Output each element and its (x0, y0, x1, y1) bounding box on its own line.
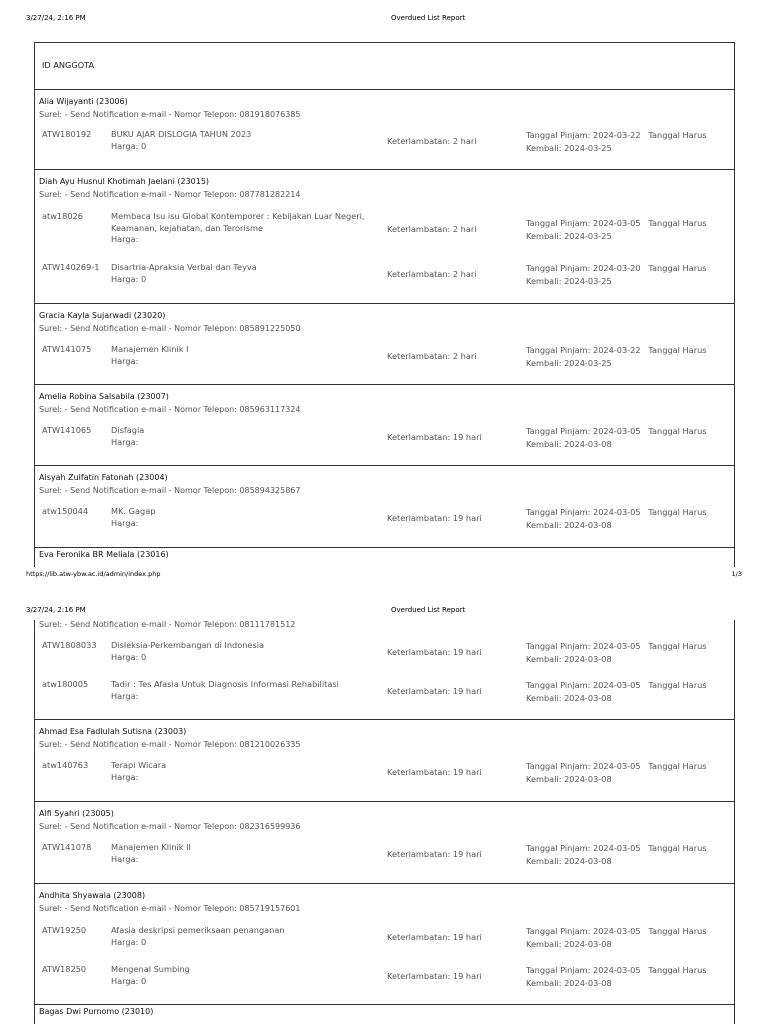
print-date: 3/27/24, 2:16 PM (26, 14, 86, 22)
item-code: atw180005 (42, 679, 89, 689)
due-date: Kembali: 2024-03-25 (526, 357, 612, 368)
overdue-days: Keterlambatan: 19 hari (387, 849, 482, 859)
member-block (35, 170, 734, 304)
member-block (35, 802, 734, 884)
due-date: Kembali: 2024-03-08 (526, 519, 612, 530)
item-price: Harga: 0 (111, 273, 147, 284)
loan-dates (526, 425, 726, 450)
due-date-label: Tanggal Harus (648, 680, 707, 690)
item-title-cell (111, 964, 379, 987)
member-contact: Surel: - Send Notification e-mail - Nomor Telepon: 085719157601 (39, 904, 301, 913)
borrow-date: Tanggal Pinjam: 2024-03-05 (526, 507, 641, 517)
loan-dates (526, 262, 726, 287)
overdue-days: Keterlambatan: 19 hari (387, 686, 482, 696)
due-date: Kembali: 2024-03-08 (526, 653, 612, 664)
item-title-cell (111, 925, 379, 948)
page-header (0, 14, 768, 28)
due-date-label: Tanggal Harus (648, 926, 707, 936)
overdue-days: Keterlambatan: 19 hari (387, 971, 482, 981)
loan-dates (526, 842, 726, 867)
due-date: Kembali: 2024-03-08 (526, 438, 612, 449)
item-code: ATW180192 (42, 129, 92, 139)
item-code: ATW141075 (42, 344, 92, 354)
item-code: atw18026 (42, 211, 83, 221)
member-contact: Surel: - Send Notification e-mail - Nomor Telepon: 08111781512 (39, 620, 296, 629)
item-title-cell (111, 842, 379, 865)
due-date-label: Tanggal Harus (648, 263, 707, 273)
loan-dates (526, 964, 726, 989)
due-date: Kembali: 2024-03-25 (526, 275, 612, 286)
member-block (35, 720, 734, 802)
borrow-date: Tanggal Pinjam: 2024-03-22 (526, 130, 641, 140)
member-name: Diah Ayu Husnul Khotimah Jaelani (23015) (39, 177, 210, 186)
member-contact: Surel: - Send Notification e-mail - Nomor Telepon: 085963117324 (39, 405, 301, 414)
member-block (35, 620, 734, 720)
item-code: ATW18250 (42, 964, 87, 974)
item-price: Harga: (111, 355, 139, 366)
item-title: Terapi Wicara (111, 760, 167, 770)
item-title-cell (111, 129, 379, 152)
borrow-date: Tanggal Pinjam: 2024-03-05 (526, 426, 641, 436)
member-name: Andhita Shyawala (23008) (39, 891, 146, 900)
item-code: ATW19250 (42, 925, 87, 935)
due-date-label: Tanggal Harus (648, 843, 707, 853)
overdue-days: Keterlambatan: 2 hari (387, 351, 477, 361)
member-block (35, 90, 734, 170)
member-contact: Surel: - Send Notification e-mail - Nomor Telepon: 085891225050 (39, 324, 301, 333)
item-code: atw140763 (42, 760, 89, 770)
member-contact: Surel: - Send Notification e-mail - Nomor Telepon: 085894325867 (39, 486, 301, 495)
due-date-label: Tanggal Harus (648, 641, 707, 651)
item-title: MK. Gagap (111, 506, 156, 516)
borrow-date: Tanggal Pinjam: 2024-03-05 (526, 843, 641, 853)
item-price: Harga: (111, 771, 139, 782)
report-title: Overdued List Report (391, 606, 466, 614)
page-number: 1/3 (731, 570, 742, 578)
overdue-days: Keterlambatan: 19 hari (387, 932, 482, 942)
item-price: Harga: 0 (111, 140, 147, 151)
item-title: Disartria-Apraksia Verbal dan Teyva (111, 262, 257, 272)
loan-dates (526, 640, 726, 665)
member-name: Aisyah Zulfatin Fatonah (23004) (39, 473, 168, 482)
member-block (35, 884, 734, 1005)
member-contact: Surel: - Send Notification e-mail - Nomor Telepon: 082316599936 (39, 822, 301, 831)
overdue-days: Keterlambatan: 2 hari (387, 136, 477, 146)
member-name: Alfi Syahri (23005) (39, 809, 114, 818)
due-date-label: Tanggal Harus (648, 507, 707, 517)
due-date: Kembali: 2024-03-25 (526, 142, 612, 153)
item-price: Harga: (111, 690, 139, 701)
member-contact: Surel: - Send Notification e-mail - Nomor Telepon: 081210026335 (39, 740, 301, 749)
due-date-label: Tanggal Harus (648, 965, 707, 975)
item-price: Harga: (111, 517, 139, 528)
member-name: Amelia Robina Salsabila (23007) (39, 392, 169, 401)
item-title: Manajemen Klinik II (111, 842, 191, 852)
due-date: Kembali: 2024-03-08 (526, 938, 612, 949)
borrow-date: Tanggal Pinjam: 2024-03-22 (526, 345, 641, 355)
item-title-cell (111, 425, 379, 448)
member-name: Eva Feronika BR Meliala (23016) (39, 550, 169, 559)
item-title: Disleksia-Perkembangan di Indonesia (111, 640, 264, 650)
due-date-label: Tanggal Harus (648, 426, 707, 436)
item-price: Harga: 0 (111, 936, 147, 947)
item-title: Tadir : Tes Afasia Untuk Diagnosis Informasi Rehabilitasi (111, 679, 339, 689)
due-date: Kembali: 2024-03-25 (526, 230, 612, 241)
item-title-cell (111, 262, 379, 285)
page-header (0, 606, 768, 620)
member-name: Bagas Dwi Purnomo (23010) (39, 1007, 154, 1016)
item-code: ATW141078 (42, 842, 92, 852)
item-title-cell (111, 506, 379, 529)
item-price: Harga: (111, 234, 139, 244)
item-title: Mengenal Sumbing (111, 964, 190, 974)
borrow-date: Tanggal Pinjam: 2024-03-05 (526, 641, 641, 651)
due-date-label: Tanggal Harus (648, 130, 707, 140)
id-anggota-label: ID ANGGOTA (42, 60, 95, 70)
report-table-page2 (34, 620, 735, 1024)
overdue-days: Keterlambatan: 19 hari (387, 513, 482, 523)
item-title-cell (111, 344, 379, 367)
item-code: atw150044 (42, 506, 89, 516)
borrow-date: Tanggal Pinjam: 2024-03-05 (526, 218, 641, 228)
loan-dates (526, 760, 726, 785)
member-block (35, 304, 734, 385)
borrow-date: Tanggal Pinjam: 2024-03-05 (526, 761, 641, 771)
overdue-days: Keterlambatan: 2 hari (387, 269, 477, 279)
report-title: Overdued List Report (391, 14, 466, 22)
loan-dates (526, 129, 726, 154)
loan-dates (526, 217, 726, 242)
due-date: Kembali: 2024-03-08 (526, 692, 612, 703)
item-title: Membaca Isu isu Global Kontemporer : Kebijakan Luar Negeri, Keamanan, kejahatan, dan Terorisme (111, 211, 365, 233)
loan-dates (526, 506, 726, 531)
item-title: Manajemen Klinik I (111, 344, 189, 354)
table-header (35, 43, 734, 90)
item-title: Disfagia (111, 425, 145, 435)
item-title: Afasia deskripsi pemeriksaan penanganan (111, 925, 285, 935)
member-contact: Surel: - Send Notification e-mail - Nomor Telepon: 087781282214 (39, 190, 301, 199)
item-price: Harga: (111, 436, 139, 447)
borrow-date: Tanggal Pinjam: 2024-03-05 (526, 680, 641, 690)
borrow-date: Tanggal Pinjam: 2024-03-05 (526, 926, 641, 936)
member-contact: Surel: - Send Notification e-mail - Nomor Telepon: 081918076385 (39, 110, 301, 119)
item-code: ATW1808033 (42, 640, 97, 650)
due-date-label: Tanggal Harus (648, 345, 707, 355)
item-title-cell (111, 760, 379, 783)
item-code: ATW141065 (42, 425, 92, 435)
member-name: Ahmad Esa Fadlulah Sutisna (23003) (39, 727, 187, 736)
due-date-label: Tanggal Harus (648, 218, 707, 228)
page-url: https://lib.atw-ybw.ac.id/admin/index.php (26, 570, 161, 578)
item-title: BUKU AJAR DISLOGIA TAHUN 2023 (111, 129, 252, 139)
member-name: Gracia Kayla Sujarwadi (23020) (39, 311, 166, 320)
item-price: Harga: 0 (111, 975, 147, 986)
due-date-label: Tanggal Harus (648, 761, 707, 771)
print-date: 3/27/24, 2:16 PM (26, 606, 86, 614)
item-title-cell (111, 679, 401, 702)
loan-dates (526, 925, 726, 950)
item-title-cell (111, 640, 379, 663)
item-price: Harga: 0 (111, 651, 147, 662)
item-price: Harga: (111, 853, 139, 864)
item-title-cell (111, 211, 379, 246)
loan-dates (526, 344, 726, 369)
member-block (35, 466, 734, 548)
member-block (35, 385, 734, 466)
loan-dates (526, 679, 726, 704)
overdue-days: Keterlambatan: 19 hari (387, 767, 482, 777)
due-date: Kembali: 2024-03-08 (526, 977, 612, 988)
item-code: ATW140269-1 (42, 262, 100, 272)
report-table-page1 (34, 42, 735, 567)
overdue-days: Keterlambatan: 19 hari (387, 432, 482, 442)
due-date: Kembali: 2024-03-08 (526, 773, 612, 784)
borrow-date: Tanggal Pinjam: 2024-03-05 (526, 965, 641, 975)
member-name: Alia Wijayanti (23006) (39, 97, 128, 106)
overdue-days: Keterlambatan: 2 hari (387, 224, 477, 234)
due-date: Kembali: 2024-03-08 (526, 855, 612, 866)
borrow-date: Tanggal Pinjam: 2024-03-20 (526, 263, 641, 273)
overdue-days: Keterlambatan: 19 hari (387, 647, 482, 657)
